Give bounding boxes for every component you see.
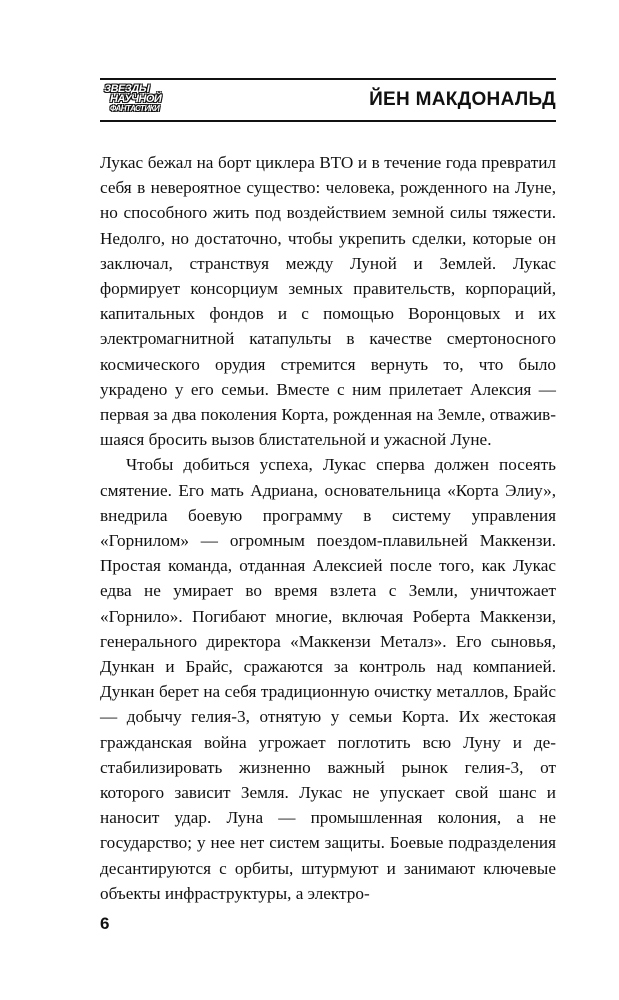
- page-header: [100, 78, 556, 122]
- author-running-head: ЙЕН МАКДОНАЛЬД: [369, 89, 556, 110]
- series-logo-line: ЗВЕЗДЫ: [104, 83, 150, 95]
- series-logo-line: ФАНТАСТИКИ: [110, 104, 160, 113]
- series-logo-line: НАУЧНОЙ: [110, 93, 162, 105]
- paragraph: Лукас бежал на борт циклера ВТО и в течение года превратил себя в невероятное существо: человека, рожденного на Луне, но способного жить под воздействием земной силы тяжести. Недолго, но достаточно, чтобы укрепить сделки, которые он заключал, странствуя между Луной и Землей. Лукас формирует консорциум земных правительств, корпораций, капитальных фондов и с помощью Воронцовых и их электромагнитной катапульты в качестве смертоносного космического орудия стремится вернуть то, что было украдено у его семьи. Вместе с ним прилетает Алексия — первая за два поколения Корта, рожденная на Земле, отважившаяся бросить вызов блистательной и ужасной Луне.: [100, 153, 556, 450]
- paragraph: Чтобы добиться успеха, Лукас сперва должен посеять смятение. Его мать Адриана, основательница «Корта Элиу», внедрила боевую программу в систему управления «Горнилом» — огромным поездом-плавильней Маккензи. Простая команда, отданная Алексией после того, как Лукас едва не умирает во время взлета с Земли, уничтожает «Горнило». Погибают многие, включая Роберта Маккензи, генерального директора «Маккензи Металз». Его сыновья, Дункан и Брайс, сражаются за контроль над компанией. Дункан берет на себя традиционную очистку металлов, Брайс — добычу гелия-3, отнятую у семьи Корта. Их жестокая гражданская война угрожает поглотить всю Луну и дестабилизировать жизненно важный рынок гелия-3, от которого зависит Земля. Лукас не упускает свой шанс и наносит удар. Луна — промышленная колония, а не государство; у нее нет систем защиты. Боевые подразделения десантируются с орбиты, штурмуют и занимают ключевые объекты инфраструктуры, а электро-: [100, 455, 556, 903]
- body-text: [100, 150, 556, 906]
- page-number: 6: [100, 914, 110, 933]
- series-logo: [104, 84, 170, 116]
